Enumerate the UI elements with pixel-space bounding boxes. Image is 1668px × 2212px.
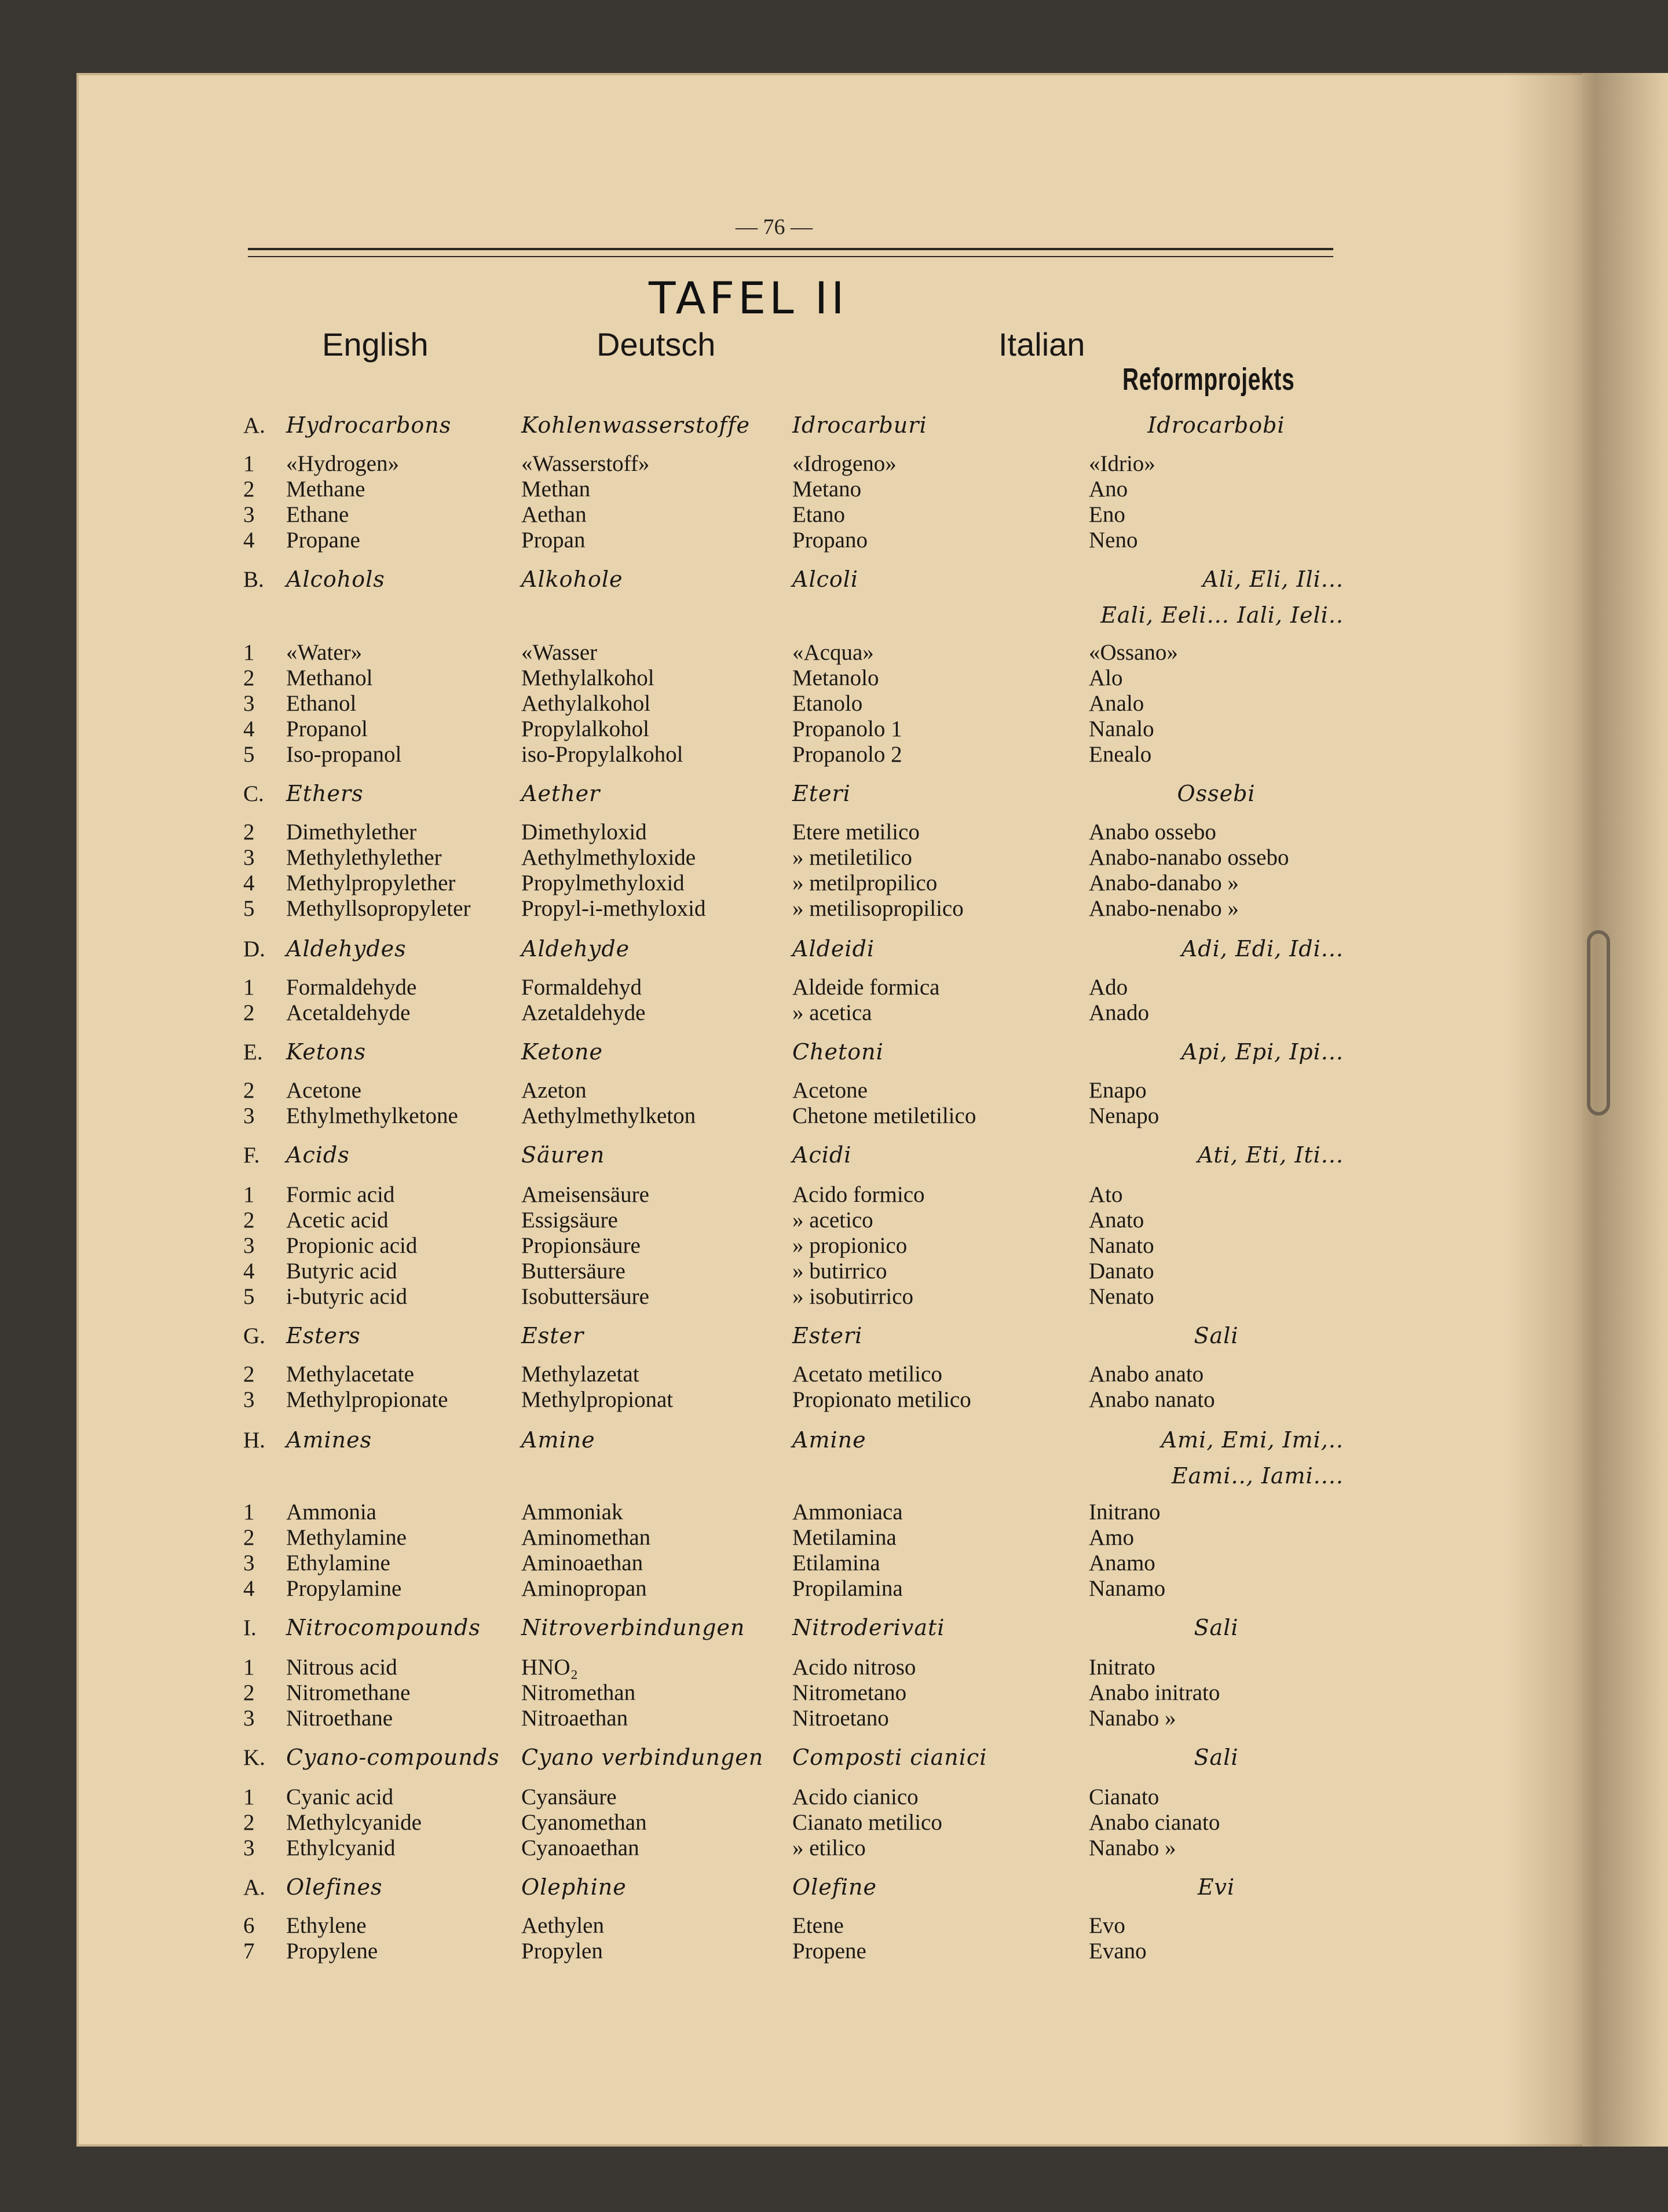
italian-term: Propene xyxy=(792,1939,866,1964)
row-label: 3 xyxy=(243,1387,255,1412)
reform-term: Nenato xyxy=(1089,1284,1154,1309)
deutsch-term: Cyanomethan xyxy=(521,1810,647,1835)
reform-term: Anabo anato xyxy=(1089,1362,1204,1387)
italian-term: Aldeidi xyxy=(792,936,875,961)
italian-term: Olefine xyxy=(792,1874,877,1900)
reform-term: Evi xyxy=(1197,1874,1235,1900)
deutsch-term: Nitromethan xyxy=(521,1680,636,1705)
italian-term: Ammoniaca xyxy=(792,1500,903,1524)
reform-term: Ossebi xyxy=(1177,781,1256,806)
row-label: C. xyxy=(243,781,264,806)
deutsch-term: Formaldehyd xyxy=(521,975,642,1000)
reform-term: Anabo cianato xyxy=(1089,1810,1220,1835)
deutsch-term: Cyanoaethan xyxy=(521,1836,639,1860)
reform-term: Neno xyxy=(1089,528,1138,553)
italian-term: Eteri xyxy=(792,781,851,806)
row-label: 1 xyxy=(243,451,255,476)
row-label: 3 xyxy=(243,845,255,870)
row-label: 4 xyxy=(243,1576,255,1601)
italian-term: Metano xyxy=(792,477,862,502)
deutsch-term: Cyansäure xyxy=(521,1785,617,1809)
deutsch-term: Propylmethyloxid xyxy=(521,871,685,895)
reform-term: Evo xyxy=(1089,1913,1125,1938)
deutsch-term: «Wasserstoff» xyxy=(521,451,650,476)
row-label: 2 xyxy=(243,1208,255,1233)
row-label: 1 xyxy=(243,1182,255,1207)
row-label: B. xyxy=(243,567,264,592)
row-label: 2 xyxy=(243,477,255,502)
reform-term: Sali xyxy=(1194,1745,1239,1770)
row-label: 2 xyxy=(243,1000,255,1025)
row-label: K. xyxy=(243,1745,265,1770)
row-label: 1 xyxy=(243,1500,255,1524)
english-term: Esters xyxy=(286,1323,361,1348)
english-term: Ethylamine xyxy=(286,1551,390,1575)
english-term: Amines xyxy=(286,1427,372,1453)
row-label: 5 xyxy=(243,1284,255,1309)
english-term: Methanol xyxy=(286,666,373,690)
deutsch-term: Ketone xyxy=(521,1039,603,1065)
row-label: 3 xyxy=(243,1551,255,1575)
italian-term: Composti cianici xyxy=(792,1745,987,1770)
reform-term: Ali, Eli, Ili... xyxy=(1202,566,1344,592)
english-term: Acetic acid xyxy=(286,1208,389,1233)
italian-term: Acetato metilico xyxy=(792,1362,942,1387)
deutsch-term: Nitroaethan xyxy=(521,1706,628,1731)
reform-term: Anabo-danabo » xyxy=(1089,871,1239,895)
italian-term: Propano xyxy=(792,528,868,553)
deutsch-term: Ameisensäure xyxy=(521,1182,649,1207)
italian-term: Cianato metilico xyxy=(792,1810,942,1835)
deutsch-term: Propylalkohol xyxy=(521,716,649,741)
reform-term: Nanalo xyxy=(1089,716,1154,741)
italian-term: Etene xyxy=(792,1913,844,1938)
english-term: Acids xyxy=(286,1142,350,1168)
reform-term: Cianato xyxy=(1089,1785,1159,1809)
italian-term: Propionato metilico xyxy=(792,1387,971,1412)
reform-term: Eno xyxy=(1089,502,1125,527)
italian-term: Amine xyxy=(792,1427,866,1453)
english-term: Ammonia xyxy=(286,1500,376,1524)
deutsch-term: Aethylen xyxy=(521,1913,604,1938)
row-label: A. xyxy=(243,1875,265,1900)
reform-term: Evano xyxy=(1089,1939,1147,1964)
page-number: — 76 — xyxy=(736,215,813,239)
reform-term: Ato xyxy=(1089,1182,1123,1207)
english-term: Propanol xyxy=(286,716,368,741)
reform-term: Ado xyxy=(1089,975,1128,1000)
english-term: «Water» xyxy=(286,640,363,665)
english-term: Methylethylether xyxy=(286,845,442,870)
deutsch-term: Cyano verbindungen xyxy=(521,1745,764,1770)
deutsch-term: Aethylalkohol xyxy=(521,691,651,716)
italian-term: Etano xyxy=(792,502,845,527)
italian-term: Nitroetano xyxy=(792,1706,889,1731)
row-label: 4 xyxy=(243,716,255,741)
row-label: 3 xyxy=(243,1233,255,1258)
deutsch-term: Methylazetat xyxy=(521,1362,639,1387)
row-label: H. xyxy=(243,1428,265,1453)
deutsch-term: Aldehyde xyxy=(521,936,630,961)
english-term: Propane xyxy=(286,528,360,553)
row-label: 5 xyxy=(243,896,255,921)
row-label: 2 xyxy=(243,1810,255,1835)
english-term: Ethanol xyxy=(286,691,357,716)
english-term: Formic acid xyxy=(286,1182,395,1207)
italian-term: Etanolo xyxy=(792,691,863,716)
reform-term: «Idrio» xyxy=(1089,451,1155,476)
english-term: Dimethylether xyxy=(286,820,417,844)
italian-term: » acetica xyxy=(792,1000,872,1025)
reform-term: Initrato xyxy=(1089,1655,1155,1680)
english-term: Ethane xyxy=(286,502,349,527)
deutsch-term: Aminomethan xyxy=(521,1525,651,1550)
italian-term: Acidi xyxy=(792,1142,852,1168)
reform-term: Eami.., Iami.... xyxy=(1171,1463,1344,1489)
column-header-deutsch: Deutsch xyxy=(597,326,716,363)
italian-term: Propanolo 2 xyxy=(792,742,902,767)
reform-term: Anamo xyxy=(1089,1551,1155,1575)
italian-term: Idrocarburi xyxy=(792,412,927,438)
english-term: Hydrocarbons xyxy=(286,412,452,438)
reform-term: Idrocarbobi xyxy=(1147,412,1285,438)
reform-term: «Ossano» xyxy=(1089,640,1178,665)
english-term: Methylamine xyxy=(286,1525,407,1550)
english-term: Methylacetate xyxy=(286,1362,414,1387)
italian-term: » metilpropilico xyxy=(792,871,938,895)
english-term: Nitrous acid xyxy=(286,1655,397,1680)
deutsch-term: Essigsäure xyxy=(521,1208,618,1233)
deutsch-term: Aminopropan xyxy=(521,1576,647,1601)
english-term: Aldehydes xyxy=(286,936,407,961)
deutsch-term: Propan xyxy=(521,528,586,553)
row-label: G. xyxy=(243,1323,265,1348)
reform-term: Anabo ossebo xyxy=(1089,820,1216,844)
italian-term: Etilamina xyxy=(792,1551,880,1575)
reform-term: Anato xyxy=(1089,1208,1144,1233)
reform-term: Api, Epi, Ipi... xyxy=(1181,1039,1344,1065)
reform-term: Ati, Eti, Iti... xyxy=(1197,1142,1344,1168)
reform-term: Anado xyxy=(1089,1000,1149,1025)
reform-term: Sali xyxy=(1194,1615,1239,1640)
row-label: 2 xyxy=(243,1680,255,1705)
reform-term: Amo xyxy=(1089,1525,1134,1550)
italian-term: » metilisopropilico xyxy=(792,896,964,921)
italian-term: «Idrogeno» xyxy=(792,451,897,476)
binding-clip xyxy=(1587,930,1610,1116)
reform-term: Ano xyxy=(1089,477,1128,502)
english-term: Iso-propanol xyxy=(286,742,402,767)
table-title: TAFEL II xyxy=(649,272,848,324)
deutsch-term: Säuren xyxy=(521,1142,605,1168)
english-term: Methylcyanide xyxy=(286,1810,422,1835)
english-term: Alcohols xyxy=(286,566,385,592)
italian-term: Chetoni xyxy=(792,1039,884,1065)
italian-term: Chetone metiletilico xyxy=(792,1103,976,1128)
row-label: 2 xyxy=(243,1362,255,1387)
italian-term: Metilamina xyxy=(792,1525,897,1550)
english-term: Nitrocompounds xyxy=(286,1615,481,1640)
row-label: 2 xyxy=(243,666,255,690)
deutsch-term: Methylalkohol xyxy=(521,666,654,690)
deutsch-term: «Wasser xyxy=(521,640,598,665)
italian-term: Nitrometano xyxy=(792,1680,907,1705)
italian-term: Acetone xyxy=(792,1078,868,1103)
italian-term: Propilamina xyxy=(792,1576,903,1601)
english-term: Ketons xyxy=(286,1039,366,1065)
deutsch-term: Isobuttersäure xyxy=(521,1284,649,1309)
english-term: Olefines xyxy=(286,1874,383,1900)
reform-term: Adi, Edi, Idi... xyxy=(1181,936,1344,961)
deutsch-term: Propylen xyxy=(521,1939,603,1964)
reform-term: Anabo nanato xyxy=(1089,1387,1215,1412)
row-label: 3 xyxy=(243,1706,255,1731)
deutsch-term: iso-Propylalkohol xyxy=(521,742,683,767)
deutsch-term: Propionsäure xyxy=(521,1233,641,1258)
row-label: 3 xyxy=(243,502,255,527)
reform-term: Enealo xyxy=(1089,742,1152,767)
row-label: 4 xyxy=(243,528,255,553)
row-label: 7 xyxy=(243,1939,255,1964)
row-label: 2 xyxy=(243,1078,255,1103)
english-term: Methane xyxy=(286,477,365,502)
english-term: Nitroethane xyxy=(286,1706,393,1731)
deutsch-term: Ammoniak xyxy=(521,1500,623,1524)
deutsch-term: Azeton xyxy=(521,1078,587,1103)
italian-term: Metanolo xyxy=(792,666,879,690)
reform-term: Nanamo xyxy=(1089,1576,1166,1601)
header-rule-thin xyxy=(248,256,1333,257)
reform-term: Danato xyxy=(1089,1259,1154,1284)
italian-term: » propionico xyxy=(792,1233,908,1258)
row-label: F. xyxy=(243,1143,260,1168)
english-term: Ethylmethylketone xyxy=(286,1103,458,1128)
row-label: A. xyxy=(243,413,265,438)
row-label: 1 xyxy=(243,640,255,665)
row-label: 6 xyxy=(243,1913,255,1938)
row-label: 2 xyxy=(243,820,255,844)
english-term: Methyllsopropyleter xyxy=(286,896,471,921)
deutsch-term: Kohlenwasserstoffe xyxy=(521,412,750,438)
reform-term: Eali, Eeli... Iali, Ieli.. xyxy=(1100,602,1344,628)
deutsch-term: Amine xyxy=(521,1427,595,1453)
english-term: Ethylcyanid xyxy=(286,1836,396,1860)
row-label: E. xyxy=(243,1040,263,1065)
deutsch-term: Aethylmethyloxide xyxy=(521,845,696,870)
italian-term: Alcoli xyxy=(792,566,859,592)
english-term: Acetaldehyde xyxy=(286,1000,411,1025)
deutsch-term: Propyl-i-methyloxid xyxy=(521,896,706,921)
deutsch-term: HNO₂ xyxy=(521,1655,579,1680)
reform-term: Nanabo » xyxy=(1089,1836,1176,1860)
english-term: Propylamine xyxy=(286,1576,402,1601)
italian-term: Acido nitroso xyxy=(792,1655,916,1680)
row-label: I. xyxy=(243,1615,257,1640)
reform-term: Anabo-nanabo ossebo xyxy=(1089,845,1289,870)
row-label: 1 xyxy=(243,975,255,1000)
deutsch-term: Aethylmethylketon xyxy=(521,1103,696,1128)
deutsch-term: Methan xyxy=(521,477,591,502)
column-header-italian: Italian xyxy=(998,326,1085,363)
english-term: Cyanic acid xyxy=(286,1785,394,1809)
english-term: Acetone xyxy=(286,1078,361,1103)
deutsch-term: Dimethyloxid xyxy=(521,820,647,844)
english-term: Propylene xyxy=(286,1939,378,1964)
english-term: Ethers xyxy=(286,781,364,806)
english-term: Nitromethane xyxy=(286,1680,411,1705)
row-label: 4 xyxy=(243,871,255,895)
reform-term: Ami, Emi, Imi,.. xyxy=(1161,1427,1344,1453)
italian-term: » isobutirrico xyxy=(792,1284,914,1309)
row-label: D. xyxy=(243,937,265,961)
english-term: i-butyric acid xyxy=(286,1284,407,1309)
deutsch-term: Olephine xyxy=(521,1874,627,1900)
deutsch-term: Aethan xyxy=(521,502,587,527)
reform-term: Nanato xyxy=(1089,1233,1154,1258)
header-rule-thick xyxy=(248,248,1333,250)
column-header-english: English xyxy=(322,326,429,363)
row-label: 5 xyxy=(243,742,255,767)
italian-term: » metiletilico xyxy=(792,845,912,870)
page-fold-shadow xyxy=(1507,73,1668,2147)
italian-term: «Acqua» xyxy=(792,640,874,665)
deutsch-term: Alkohole xyxy=(521,566,623,592)
reform-term: Analo xyxy=(1089,691,1144,716)
row-label: 3 xyxy=(243,691,255,716)
row-label: 2 xyxy=(243,1525,255,1550)
italian-term: Etere metilico xyxy=(792,820,920,844)
reform-term: Anabo initrato xyxy=(1089,1680,1220,1705)
italian-term: Nitroderivati xyxy=(792,1615,945,1640)
reform-term: Enapo xyxy=(1089,1078,1147,1103)
row-label: 3 xyxy=(243,1836,255,1860)
english-term: Ethylene xyxy=(286,1913,367,1938)
english-term: Methylpropionate xyxy=(286,1387,448,1412)
english-term: Propionic acid xyxy=(286,1233,418,1258)
deutsch-term: Aminoaethan xyxy=(521,1551,643,1575)
italian-term: Acido cianico xyxy=(792,1785,919,1809)
english-term: Cyano-compounds xyxy=(286,1745,500,1770)
deutsch-term: Azetaldehyde xyxy=(521,1000,646,1025)
english-term: Methylpropylether xyxy=(286,871,456,895)
english-term: Formaldehyde xyxy=(286,975,417,1000)
deutsch-term: Aether xyxy=(521,781,601,806)
italian-term: Esteri xyxy=(792,1323,863,1348)
italian-term: Propanolo 1 xyxy=(792,716,902,741)
italian-term: » butirrico xyxy=(792,1259,887,1284)
reform-term: Initrano xyxy=(1089,1500,1161,1524)
deutsch-term: Methylpropionat xyxy=(521,1387,674,1412)
english-term: Butyric acid xyxy=(286,1259,397,1284)
row-label: 1 xyxy=(243,1655,255,1680)
row-label: 1 xyxy=(243,1785,255,1809)
column-header-reform: Reformprojekts xyxy=(1122,362,1295,397)
italian-term: » acetico xyxy=(792,1208,873,1233)
reform-term: Alo xyxy=(1089,666,1123,690)
deutsch-term: Ester xyxy=(521,1323,584,1348)
italian-term: Aldeide formica xyxy=(792,975,940,1000)
reform-term: Sali xyxy=(1194,1323,1239,1348)
reform-term: Nanabo » xyxy=(1089,1706,1176,1731)
row-label: 4 xyxy=(243,1259,255,1284)
italian-term: » etilico xyxy=(792,1836,866,1860)
reform-term: Nenapo xyxy=(1089,1103,1159,1128)
deutsch-term: Buttersäure xyxy=(521,1259,626,1284)
italian-term: Acido formico xyxy=(792,1182,925,1207)
english-term: «Hydrogen» xyxy=(286,451,399,476)
deutsch-term: Nitroverbindungen xyxy=(521,1615,745,1640)
row-label: 3 xyxy=(243,1103,255,1128)
reform-term: Anabo-nenabo » xyxy=(1089,896,1239,921)
